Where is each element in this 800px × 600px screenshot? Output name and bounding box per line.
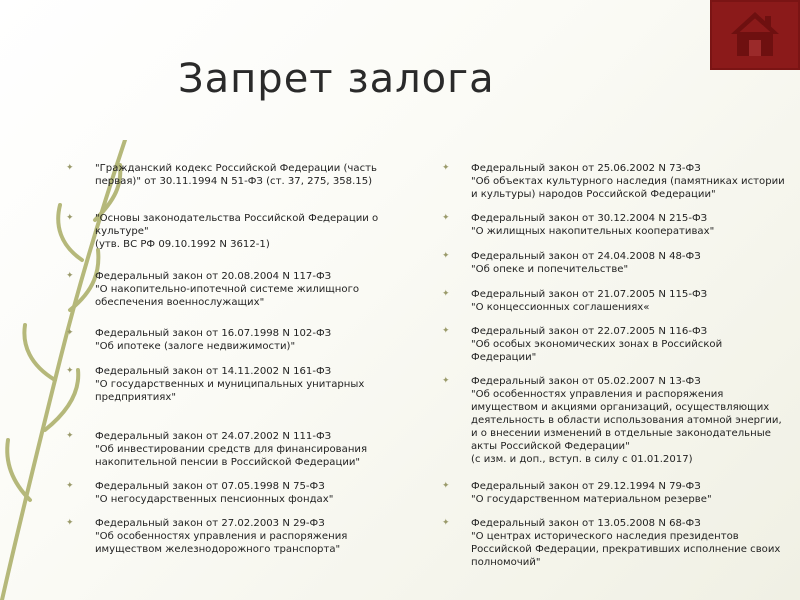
bullet-icon: ✦ [66, 328, 74, 338]
list-item-text: Федеральный закон от 21.07.2005 N 115-ФЗ "О концессионных соглашениях« [471, 289, 708, 313]
list-item-text: Федеральный закон от 24.07.2002 N 111-ФЗ "Об инвестировании средств для финансирования накопительной пенсии в Российской Федерации" [95, 431, 368, 468]
bullet-icon: ✦ [442, 518, 450, 528]
bullet-icon: ✦ [66, 431, 74, 441]
bullet-icon: ✦ [442, 213, 450, 223]
list-item-text: "Основы законодательства Российской Федерации о культуре" (утв. ВС РФ 09.10.1992 N 3612-1) [95, 213, 379, 250]
list-item-text: Федеральный закон от 27.02.2003 N 29-ФЗ "Об особенностях управления и распоряжения имуществом железнодорожного транспорта" [95, 518, 348, 555]
bullet-icon: ✦ [66, 213, 74, 223]
list-item-text: Федеральный закон от 24.04.2008 N 48-ФЗ "Об опеке и попечительстве" [471, 251, 701, 275]
bullet-icon: ✦ [66, 163, 74, 173]
list-item-text: Федеральный закон от 07.05.1998 N 75-ФЗ "О негосударственных пенсионных фондах" [95, 481, 334, 505]
bullet-icon: ✦ [442, 289, 450, 299]
bullet-icon: ✦ [442, 481, 450, 491]
list-item-text: Федеральный закон от 25.06.2002 N 73-ФЗ "Об объектах культурного наследия (памятниках истории и культуры) народов Российской Федерации" [471, 163, 785, 200]
list-item-text: "Гражданский кодекс Российской Федерации (часть первая)" от 30.11.1994 N 51-ФЗ (ст. 37, 275, 358.15) [95, 163, 377, 187]
list-item-text: Федеральный закон от 05.02.2007 N 13-ФЗ "Об особенностях управления и распоряжения имуществом и акциями организаций, осуществляющих деятельность в области использования атомной энергии, и о внесении изменений в отдельные законодательные акты Российской Федерации" (с изм. и доп., вступ. в силу с 01.01.2017) [471, 376, 782, 465]
list-item-text: Федеральный закон от 30.12.2004 N 215-ФЗ "О жилищных накопительных кооперативах" [471, 213, 715, 237]
list-item-text: Федеральный закон от 14.11.2002 N 161-ФЗ "О государственных и муниципальных унитарных предприятиях" [95, 366, 365, 403]
list-item-text: Федеральный закон от 22.07.2005 N 116-ФЗ "Об особых экономических зонах в Российской Федерации" [471, 326, 723, 363]
list-item-text: Федеральный закон от 16.07.1998 N 102-ФЗ "Об ипотеке (залоге недвижимости)" [95, 328, 332, 352]
bullet-icon: ✦ [66, 271, 74, 281]
bullet-icon: ✦ [442, 251, 450, 261]
list-item-text: Федеральный закон от 13.05.2008 N 68-ФЗ "О центрах исторического наследия президентов Российской Федерации, прекративших исполнение своих полномочий" [471, 518, 781, 568]
bullet-icon: ✦ [442, 163, 450, 173]
list-item-text: Федеральный закон от 29.12.1994 N 79-ФЗ "О государственном материальном резерве" [471, 481, 712, 505]
bullet-icon: ✦ [66, 518, 74, 528]
house-icon [729, 8, 781, 60]
list-item-text: Федеральный закон от 20.08.2004 N 117-ФЗ "О накопительно-ипотечной системе жилищного обеспечения военнослужащих" [95, 271, 360, 308]
bullet-icon: ✦ [442, 326, 450, 336]
bullet-icon: ✦ [66, 481, 74, 491]
home-button[interactable] [710, 0, 800, 70]
bullet-icon: ✦ [442, 376, 450, 386]
slide-title: Запрет залога [178, 56, 495, 102]
bullet-icon: ✦ [66, 366, 74, 376]
